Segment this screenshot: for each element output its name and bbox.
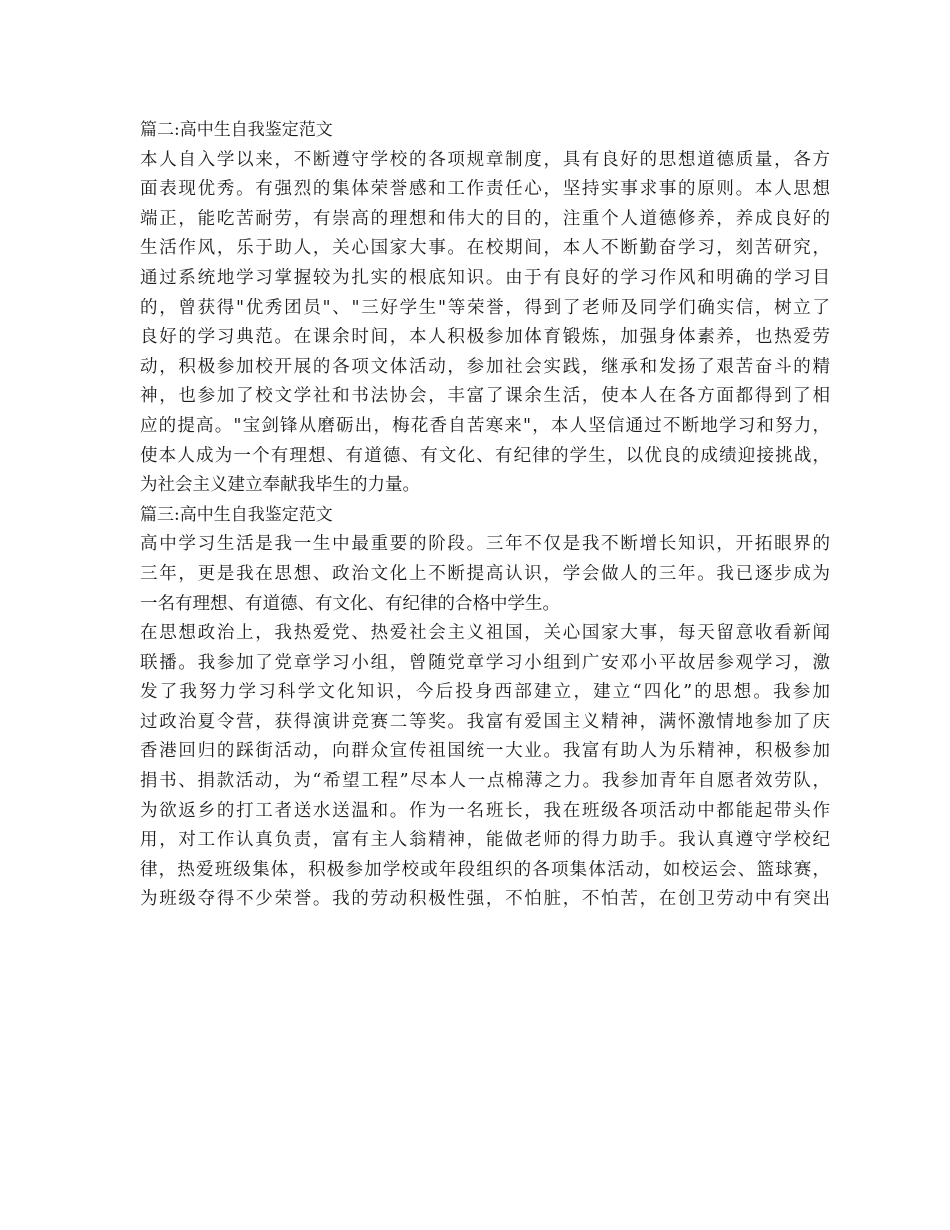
paragraph-line: 过政治夏令营，获得演讲竞赛二等奖。我富有爱国主义精神，满怀激情地参加了庆 bbox=[140, 711, 830, 732]
paragraph-line: 捐书、捐款活动，为“希望工程”尽本人一点棉薄之力。我参加青年自愿者效劳队， bbox=[140, 771, 830, 792]
paragraph-line: 为欲返乡的打工者送水送温和。作为一名班长，我在班级各项活动中都能起带头作 bbox=[140, 800, 830, 821]
paragraph-line: 通过系统地学习掌握较为扎实的根底知识。由于有良好的学习作风和明确的学习目 bbox=[140, 267, 830, 288]
paragraph-line: 为社会主义建立奉献我毕生的力量。 bbox=[140, 475, 420, 496]
paragraph-line: 良好的学习典范。在课余时间，本人积极参加体育锻炼，加强身体素养，也热爱劳 bbox=[140, 327, 830, 348]
section-3-paragraph-2 bbox=[140, 619, 830, 915]
paragraph-line: 端正，能吃苦耐劳，有崇高的理想和伟大的目的，注重个人道德修养，养成良好的 bbox=[140, 208, 830, 229]
paragraph-line: 神，也参加了校文学社和书法协会，丰富了课余生活，使本人在各方面都得到了相 bbox=[140, 386, 830, 407]
paragraph-line: 发了我努力学习科学文化知识，今后投身西部建立，建立“四化”的思想。我参加 bbox=[140, 682, 830, 703]
paragraph-line: 动，积极参加校开展的各项文体活动，参加社会实践，继承和发扬了艰苦奋斗的精 bbox=[140, 356, 830, 377]
section-2-paragraph bbox=[140, 146, 830, 501]
paragraph-line: 使本人成为一个有理想、有道德、有文化、有纪律的学生，以优良的成绩迎接挑战， bbox=[140, 445, 830, 466]
paragraph-line: 的，曾获得"优秀团员"、"三好学生"等荣誉，得到了老师及同学们确实信，树立了 bbox=[140, 297, 830, 318]
paragraph-line: 应的提高。"宝剑锋从磨砺出，梅花香自苦寒来"，本人坚信通过不断地学习和努力， bbox=[140, 415, 830, 436]
paragraph-line: 一名有理想、有道德、有文化、有纪律的合格中学生。 bbox=[140, 593, 560, 614]
paragraph-line: 生活作风，乐于助人，关心国家大事。在校期间，本人不断勤奋学习，刻苦研究， bbox=[140, 238, 830, 259]
paragraph-line: 香港回归的踩街活动，向群众宣传祖国统一大业。我富有助人为乐精神，积极参加 bbox=[140, 741, 830, 762]
paragraph-line: 面表现优秀。有强烈的集体荣誉感和工作责任心，坚持实事求事的原则。本人思想 bbox=[140, 179, 830, 200]
section-heading-3: 篇三:高中生自我鉴定范文 bbox=[140, 504, 333, 525]
section-3-paragraph-1 bbox=[140, 530, 830, 619]
paragraph-line: 用，对工作认真负责，富有主人翁精神，能做老师的得力助手。我认真遵守学校纪 bbox=[140, 830, 830, 851]
document-body bbox=[140, 116, 830, 915]
paragraph-line: 高中学习生活是我一生中最重要的阶段。三年不仅是我不断增长知识，开拓眼界的 bbox=[140, 534, 830, 555]
paragraph-line: 律，热爱班级集体，积极参加学校或年段组织的各项集体活动，如校运会、篮球赛， bbox=[140, 859, 830, 880]
paragraph-line: 三年，更是我在思想、政治文化上不断提高认识，学会做人的三年。我已逐步成为 bbox=[140, 563, 830, 584]
section-heading-2: 篇二:高中生自我鉴定范文 bbox=[140, 120, 333, 140]
paragraph-line: 为班级夺得不少荣誉。我的劳动积极性强，不怕脏，不怕苦，在创卫劳动中有突出 bbox=[140, 889, 830, 910]
paragraph-line: 本人自入学以来，不断遵守学校的各项规章制度，具有良好的思想道德质量，各方 bbox=[140, 149, 830, 170]
paragraph-line: 在思想政治上，我热爱党、热爱社会主义祖国，关心国家大事，每天留意收看新闻 bbox=[140, 623, 830, 644]
paragraph-line: 联播。我参加了党章学习小组，曾随党章学习小组到广安邓小平故居参观学习，激 bbox=[140, 652, 830, 673]
